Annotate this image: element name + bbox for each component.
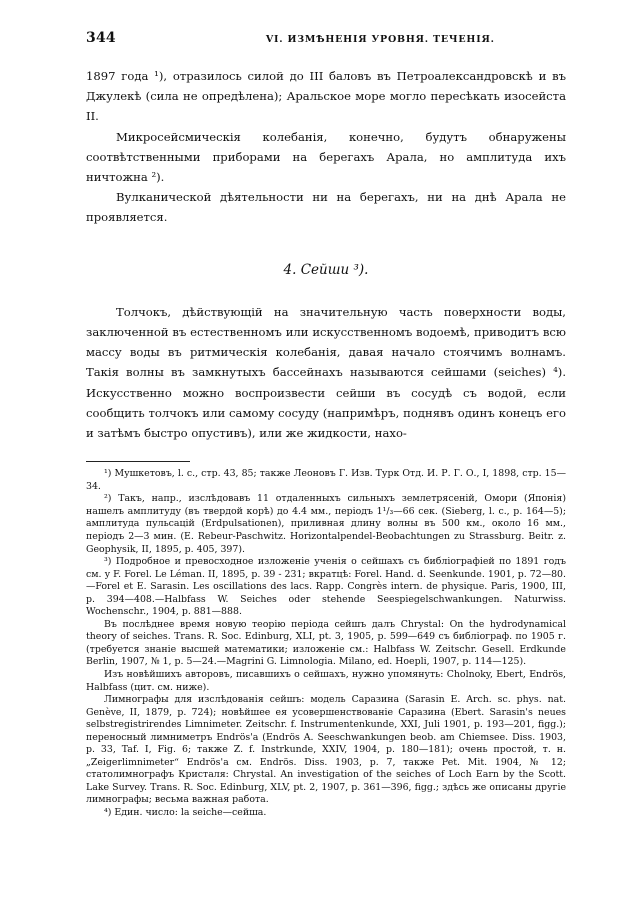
footnote: Въ послѣднее время новую теорію періода сейшъ далъ Chrystal: On the hydrodynamical theory of seiches. Trans. R. Soc. Edinburg, XLI, pt. 3, 1905, p. 599—649 съ библіограф. по 1905 г. (требуется знаніе высшей математики; изложеніе см.: Halbfass W. Zeitschr. Gesell. Erdkunde Berlin, 1907, № 1, p. 5—24.—Magrini G. Limnologia. Milano, ed. Hoepli, 1907, p. 114—125). [86, 618, 566, 668]
page [86, 30, 566, 820]
footnote-divider [86, 461, 190, 462]
paragraph: 1897 года ¹), отразилось силой до III баловъ въ Петроалександровскѣ и въ Джулекѣ (сила не опредѣлена); Аральское море могло пересѣкать изосейста II. [86, 69, 566, 124]
paragraph: Толчокъ, дѣйствующій на значительную часть поверхности воды, заключенной въ естественномъ или искусственномъ водоемѣ, приводитъ всю массу воды въ ритмическія колебанія, давая начало стоячимъ волнамъ. Такія волны въ замкнутыхъ бассейнахъ называются сейшами (seiches) ⁴). Искусственно можно воспроизвести сейши въ сосудѣ съ водой, если сообщить толчокъ или самому сосуду (напримѣръ, поднявъ одинъ конецъ его и затѣмъ быстро опустивъ), или же жидкости, нахо- [86, 304, 566, 441]
footnotes [86, 468, 566, 819]
footnote: ⁴) Един. число: la seiche—сейша. [104, 807, 267, 819]
page-number: 344 [86, 30, 116, 46]
footnote: ²) Такъ, напр., изслѣдовавъ 11 отдаленныхъ сильныхъ землетрясеній, Омори (Японія) нашелъ амплитуду (въ твердой корѣ) до 4.4 мм., періодъ 1¹/₃—66 сек. (Sieberg, l. c., p. 164—5); амплитуда пульсацій (Erdpulsationen), приливная длину волны въ 500 км., около 16 мм., періодъ 2—3 мин. (E. Rebeur-Paschwitz. Horizontalpendel-Beobachtungen zu Strassburg. Beitr. z. Geophysik, II, 1895, p. 405, 397). [86, 493, 566, 555]
paragraph: Вулканической дѣятельности ни на берегахъ, ни на днѣ Арала не проявляется. [86, 190, 566, 225]
footnote: ³) Подробное и превосходное изложеніе ученія о сейшахъ съ библіографіей по 1891 годъ см. у F. Forel. Le Léman. II, 1895, p. 39 - 231; вкратцѣ: Forel. Hand. d. Seenkunde. 1901, p. 72—80.—Forel et E. Sarasin. Les oscillations des lacs. Rapp. Congrès intern. de physique. Paris, 1900, III, p. 394—408.—Halbfass W. Seiches oder stehende Seespiegelschwankungen. Naturwiss. Wochenschr., 1904, p. 881—888. [86, 556, 566, 618]
running-title: VI. ИЗМѢНЕНІЯ УРОВНЯ. ТЕЧЕНІЯ. [265, 34, 495, 45]
footnote: Изъ новѣйшихъ авторовъ, писавшихъ о сейшахъ, нужно упомянуть: Cholnoky, Ebert, Endrös, Halbfass (цит. см. ниже). [86, 669, 566, 693]
section-title: 4. Сейши ³). [283, 261, 369, 278]
footnote: ¹) Мушкетовъ, l. c., стр. 43, 85; также Леоновъ Г. Изв. Турк Отд. И. Р. Г. О., I, 1898, стр. 15—34. [86, 468, 566, 492]
page-header [86, 30, 566, 52]
paragraph: Микросейсмическія колебанія, конечно, будутъ обнаружены соотвѣтственными приборами на берегахъ Арала, но амплитуда ихъ ничтожна ²). [86, 129, 566, 185]
footnote: Лимнографы для изслѣдованія сейшъ: модель Саразина (Sarasin E. Arch. sc. phys. nat. Genève, II, 1879, p. 724); новѣйшее ея усовершенствованіе Саразина (Ebert. Sarasin's neues selbstregistrirendes Limnimeter. Zeitschr. f. Instrumentenkunde, XXI, Juli 1901, p. 193—201, figg.); переносный лимниметръ Endrös'a (Endrös A. Seeschwankungen beob. am Chiemsee. Diss. 1903, p. 33, Taf. I, Fig. 6; также Z. f. Instrkunde, XXIV, 1904, p. 180—181); очень простой, т. н. „Zeigerlimnimeter“ Endrös'a см. Endrös. Diss. 1903, p. 7, также Pet. Mit. 1904, № 12; статолимнографъ Кристаля: Chrystal. An investigation of the seiches of Loch Earn by the Scott. Lake Survey. Trans. R. Soc. Edinburg, XLV, pt. 2, 1907, p. 361—396, figg.; здѣсь же описаны другіе лимнографы; весьма важная работа. [86, 694, 566, 806]
main-text [86, 66, 566, 443]
